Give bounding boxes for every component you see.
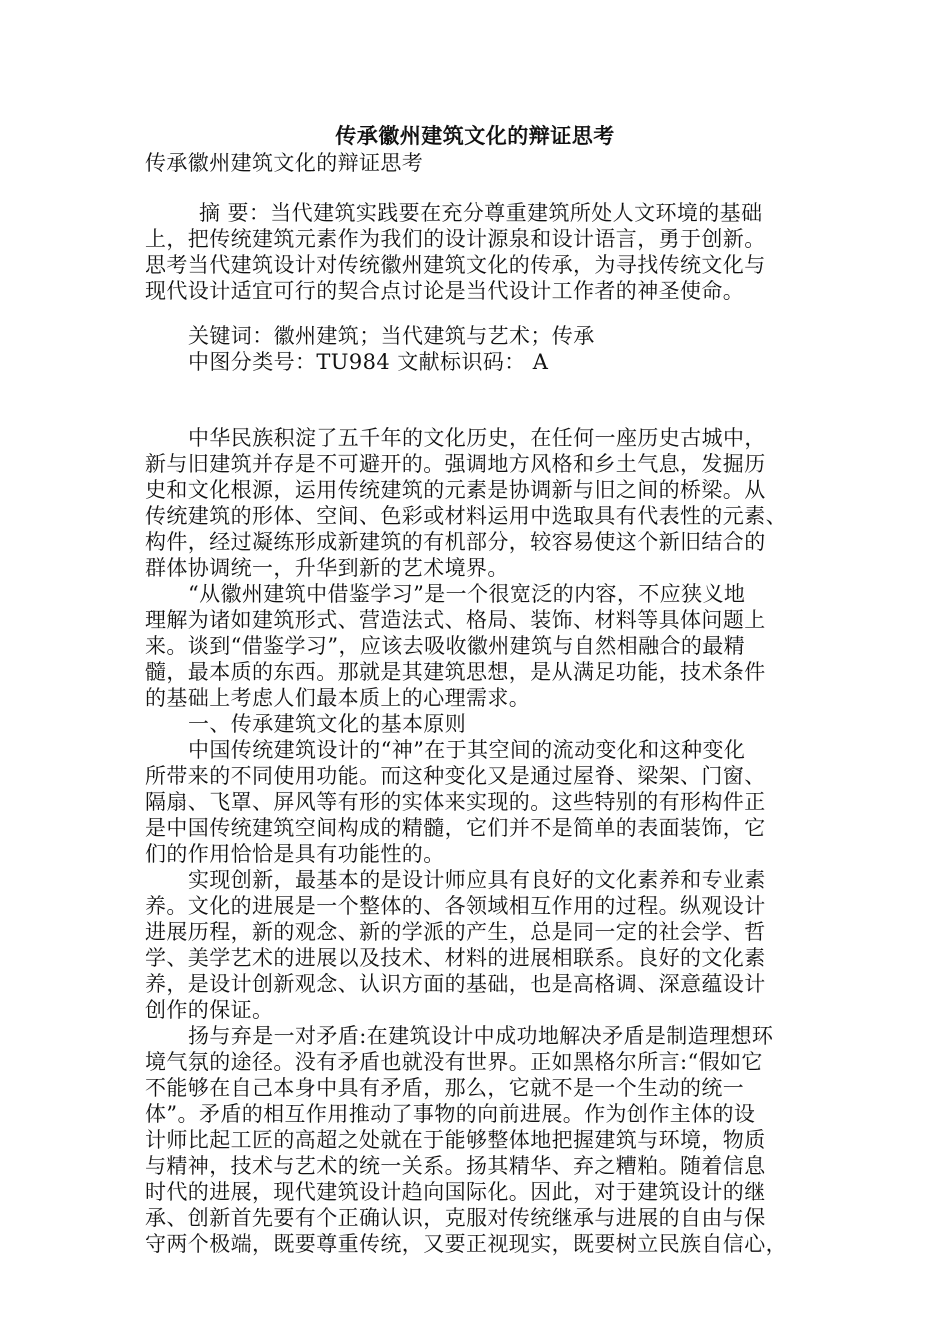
body-line: 群体协调统一，升华到新的艺术境界。 xyxy=(145,556,509,580)
abstract-line: 现代设计适宜可行的契合点讨论是当代设计工作者的神圣使命。 xyxy=(145,279,745,303)
body-line: 境气氛的途径。没有矛盾也就没有世界。正如黑格尔所言:“假如它 xyxy=(145,1050,763,1074)
body-line: 实现创新，最基本的是设计师应具有良好的文化素养和专业素 xyxy=(188,868,766,892)
classification: 中图分类号：TU984 文献标识码： A xyxy=(188,350,549,374)
body-line: 养。文化的进展是一个整体的、各领域相互作用的过程。纵观设计 xyxy=(145,894,766,918)
body-line: 体”。矛盾的相互作用推动了事物的向前进展。作为创作主体的设 xyxy=(145,1102,756,1126)
abstract-line: 思考当代建筑设计对传统徽州建筑文化的传承，为寻找传统文化与 xyxy=(145,253,766,277)
body-line: 创作的保证。 xyxy=(145,998,274,1022)
body-line: 隔扇、飞罩、屏风等有形的实体来实现的。这些特别的有形构件正 xyxy=(145,790,766,814)
body-line: 们的作用恰恰是具有功能性的。 xyxy=(145,842,445,866)
body-line: 时代的进展，现代建筑设计趋向国际化。因此，对于建筑设计的继 xyxy=(145,1180,766,1204)
document-title: 传承徽州建筑文化的辩证思考 xyxy=(335,123,615,148)
body-line: 所带来的不同使用功能。而这种变化又是通过屋脊、梁架、门窗、 xyxy=(145,764,766,788)
document-subtitle: 传承徽州建筑文化的辩证思考 xyxy=(145,151,424,175)
body-line: 传统建筑的形体、空间、色彩或材料运用中选取具有代表性的元素、 xyxy=(145,504,787,528)
body-line: 来。谈到“借鉴学习”，应该去吸收徽州建筑与自然相融合的最精 xyxy=(145,634,746,658)
section-heading: 一、传承建筑文化的基本原则 xyxy=(188,712,467,736)
body-line: 新与旧建筑并存是不可避开的。强调地方风格和乡土气息，发掘历 xyxy=(145,452,766,476)
body-line: 髓，最本质的东西。那就是其建筑思想，是从满足功能，技术条件 xyxy=(145,660,766,684)
body-line: 构件，经过凝练形成新建筑的有机部分，较容易使这个新旧结合的 xyxy=(145,530,766,554)
body-line: 守两个极端，既要尊重传统，又要正视现实，既要树立民族自信心， xyxy=(145,1232,787,1256)
body-line: 进展历程，新的观念、新的学派的产生，总是同一定的社会学、哲 xyxy=(145,920,766,944)
body-line: 是中国传统建筑空间构成的精髓，它们并不是简单的表面装饰，它 xyxy=(145,816,766,840)
body-line: 中国传统建筑设计的“神”在于其空间的流动变化和这种变化 xyxy=(188,738,746,762)
body-line: 不能够在自己本身中具有矛盾，那么，它就不是一个生动的统一 xyxy=(145,1076,745,1100)
body-line: 史和文化根源，运用传统建筑的元素是协调新与旧之间的桥梁。从 xyxy=(145,478,766,502)
body-line: 理解为诸如建筑形式、营造法式、格局、装饰、材料等具体问题上 xyxy=(145,608,766,632)
keywords: 关键词：徽州建筑；当代建筑与艺术；传承 xyxy=(188,324,595,348)
body-line: 中华民族积淀了五千年的文化历史，在任何一座历史古城中， xyxy=(188,426,766,450)
body-line: 承、创新首先要有个正确认识，克服对传统继承与进展的自由与保 xyxy=(145,1206,766,1230)
body-line: 扬与弃是一对矛盾:在建筑设计中成功地解决矛盾是制造理想环 xyxy=(188,1024,774,1048)
body-line: 计师比起工匠的高超之处就在于能够整体地把握建筑与环境，物质 xyxy=(145,1128,766,1152)
abstract-line: 上，把传统建筑元素作为我们的设计源泉和设计语言，勇于创新。 xyxy=(145,227,766,251)
body-line: 学、美学艺术的进展以及技术、材料的进展相联系。良好的文化素 xyxy=(145,946,766,970)
body-line: 与精神，技术与艺术的统一关系。扬其精华、弃之糟粕。随着信息 xyxy=(145,1154,766,1178)
body-line: 养，是设计创新观念、认识方面的基础，也是高格调、深意蕴设计 xyxy=(145,972,766,996)
body-line: “从徽州建筑中借鉴学习”是一个很宽泛的内容，不应狭义地 xyxy=(188,582,746,606)
body-line: 的基础上考虑人们最本质上的心理需求。 xyxy=(145,686,531,710)
abstract-line: 摘 要：当代建筑实践要在充分尊重建筑所处人文环境的基础 xyxy=(199,201,763,225)
